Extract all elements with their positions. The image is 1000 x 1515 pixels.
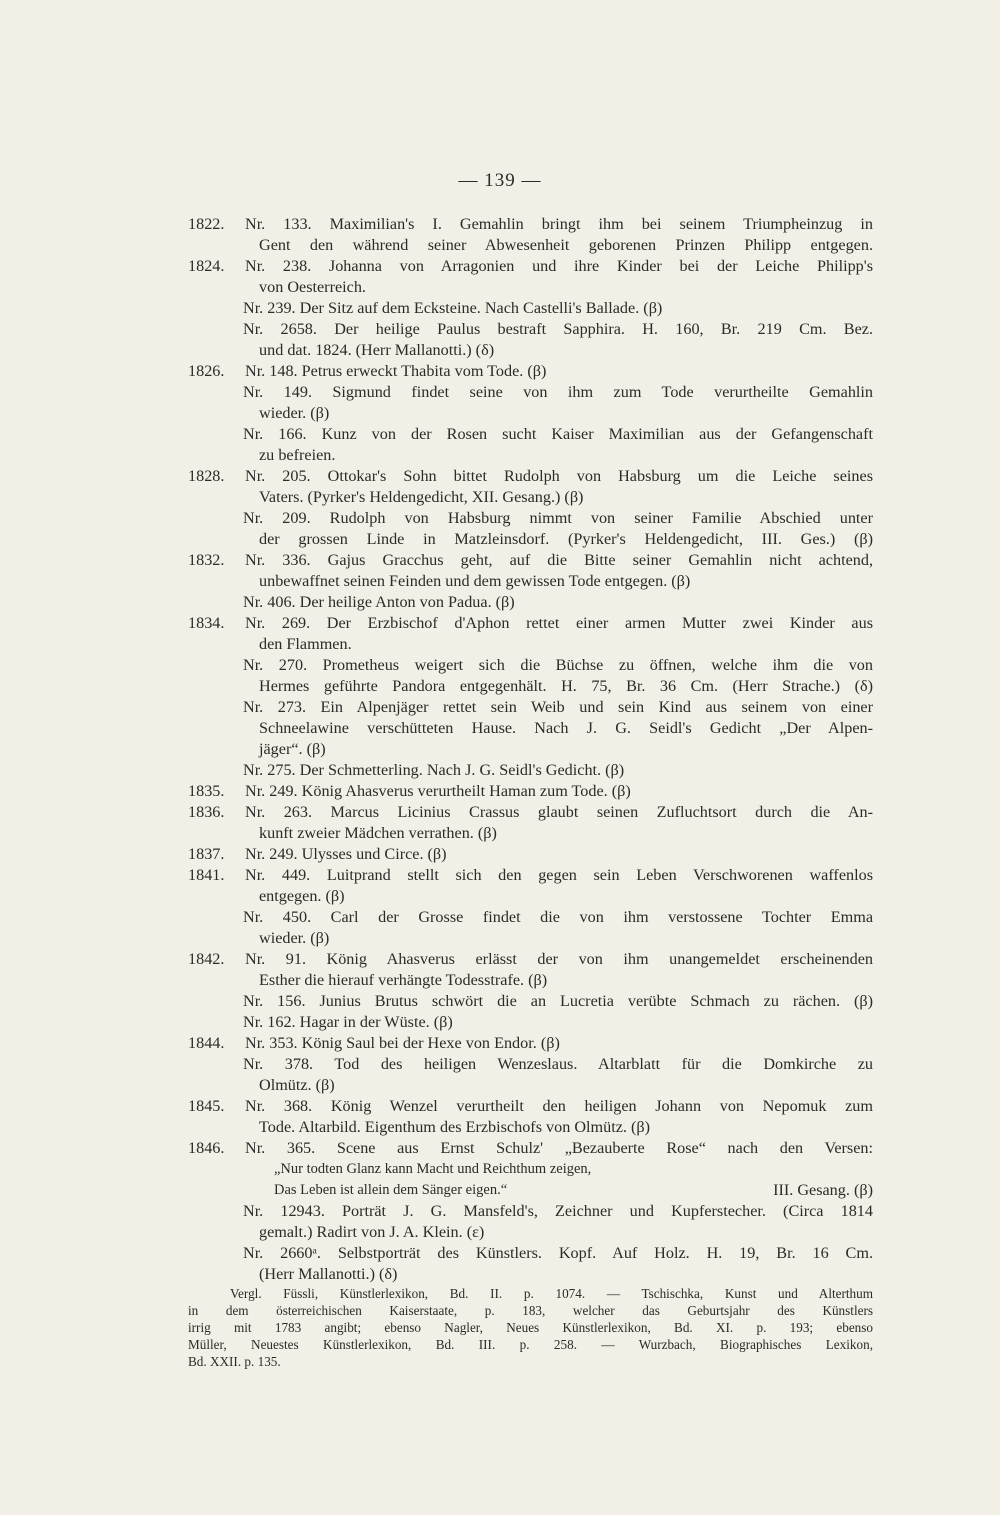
entry-line [188,1243,873,1264]
year-entry-line [188,1096,873,1117]
entry-text: wieder. (β) [259,929,330,947]
footnote-text: Müller, Neuestes Künstlerlexikon, Bd. III. p. 258. — Wurzbach, Biographisches Lexikon, [188,1337,873,1352]
entry-line [188,1054,873,1075]
entry-text: Nr. 205. Ottokar's Sohn bittet Rudolph von Habsburg um die Leiche seines [245,467,873,485]
entry-text: Nr. 336. Gajus Gracchus geht, auf die Bitte seiner Gemahlin nicht achtend, [245,551,873,569]
year-entry-line [188,949,873,970]
entry-line [188,277,873,298]
entry-line [188,529,873,550]
year-label: 1835. [188,782,225,800]
entry-text: (Herr Mallanotti.) (δ) [259,1265,398,1283]
year-label: 1846. [188,1139,225,1157]
entry-text: Nr. 149. Sigmund findet seine von ihm zum Tode verurtheilte Gemahlin [243,383,873,401]
entry-text: von Oesterreich. [259,278,366,296]
year-label: 1844. [188,1034,225,1052]
entry-line [188,1117,873,1138]
entry-line [188,1075,873,1096]
verse-quote: „Nur todten Glanz kann Macht und Reichthum zeigen, [274,1161,592,1177]
entry-text: den Flammen. [259,635,352,653]
entry-text: Nr. 2658. Der heilige Paulus bestraft Sapphira. H. 160, Br. 219 Cm. Bez. [243,320,873,338]
entry-line [188,424,873,445]
entry-text: unbewaffnet seinen Feinden und dem gewissen Tode entgegen. (β) [259,572,691,590]
entry-text: Nr. 368. König Wenzel verurtheilt den heiligen Johann von Nepomuk zum [245,1097,873,1115]
entry-line [188,655,873,676]
entry-text: Nr. 12943. Porträt J. G. Mansfeld's, Zeichner und Kupferstecher. (Circa 1814 [243,1202,873,1220]
year-entry-line [188,361,873,382]
footnote-line [188,1319,873,1336]
entry-text: Tode. Altarbild. Eigenthum des Erzbischofs von Olmütz. (β) [259,1118,651,1136]
entry-line [188,634,873,655]
entry-line [188,592,873,613]
entry-text: Esther die hierauf verhängte Todesstrafe. (β) [259,971,548,989]
footnote-line [188,1285,873,1302]
entry-text: Nr. 353. König Saul bei der Hexe von Endor. (β) [245,1034,560,1052]
year-label: 1837. [188,845,225,863]
year-label: 1836. [188,803,225,821]
entry-line [188,382,873,403]
entry-text: gemalt.) Radirt von J. A. Klein. (ε) [259,1223,485,1241]
footnote-line [188,1353,873,1370]
year-entry-line [188,613,873,634]
entry-text: Nr. 450. Carl der Grosse findet die von ihm verstossene Tochter Emma [243,908,873,926]
entry-line [188,991,873,1012]
year-entry-line [188,1033,873,1054]
entry-text: Nr. 133. Maximilian's I. Gemahlin bringt ihm bei seinem Triumpheinzug in [245,215,873,233]
entry-line [188,970,873,991]
footnote-text: irrig mit 1783 angibt; ebenso Nagler, Neues Künstlerlexikon, Bd. XI. p. 193; ebenso [188,1320,873,1335]
entry-line [188,697,873,718]
footnote-line [188,1336,873,1353]
year-entry-line [188,256,873,277]
year-label: 1822. [188,215,225,233]
verse-source: III. Gesang. (β) [773,1181,873,1199]
entry-text: Hermes geführte Pandora entgegenhält. H. 75, Br. 36 Cm. (Herr Strache.) (δ) [259,677,873,695]
entry-line [188,445,873,466]
entry-line [188,1012,873,1033]
entry-line [188,928,873,949]
footnote-text: Vergl. Füssli, Künstlerlexikon, Bd. II. p. 1074. — Tschischka, Kunst und Alterthum [230,1286,873,1301]
year-label: 1845. [188,1097,225,1115]
entry-text: Nr. 449. Luitprand stellt sich den gegen sein Leben Verschworenen waffenlos [245,866,873,884]
entry-text: Nr. 239. Der Sitz auf dem Ecksteine. Nach Castelli's Ballade. (β) [243,299,663,317]
footnote-text: in dem österreichischen Kaiserstaate, p. 183, welcher das Geburtsjahr des Künstlers [188,1303,873,1318]
year-label: 1834. [188,614,225,632]
entry-text: Olmütz. (β) [259,1076,335,1094]
year-entry-line [188,844,873,865]
entry-line [188,487,873,508]
entry-text: Nr. 270. Prometheus weigert sich die Büchse zu öffnen, welche ihm die von [243,656,873,674]
footnote-line [188,1302,873,1319]
entry-text: jäger“. (β) [259,740,326,758]
entry-text: Nr. 378. Tod des heiligen Wenzeslaus. Altarblatt für die Domkirche zu [243,1055,873,1073]
entry-line [188,718,873,739]
entry-text: Nr. 249. Ulysses und Circe. (β) [245,845,447,863]
entry-line [188,1159,873,1180]
entry-line [188,571,873,592]
entry-line [188,1180,873,1201]
entry-text: Nr. 91. König Ahasverus erlässt der von ihm unangemeldet erscheinenden [245,950,873,968]
entry-line [188,403,873,424]
entry-line [188,319,873,340]
entry-line [188,676,873,697]
entry-text: Nr. 156. Junius Brutus schwört die an Lucretia verübte Schmach zu rächen. (β) [243,992,873,1010]
entry-text: Nr. 2660ᵃ. Selbstporträt des Künstlers. Kopf. Auf Holz. H. 19, Br. 16 Cm. [243,1244,873,1262]
year-label: 1842. [188,950,225,968]
year-label: 1841. [188,866,225,884]
entry-text: der grossen Linde in Matzleinsdorf. (Pyrker's Heldengedicht, III. Ges.) (β) [259,530,873,548]
entry-line [188,235,873,256]
entry-line [188,739,873,760]
year-entry-line [188,550,873,571]
entry-text: zu befreien. [259,446,336,464]
entry-text: Nr. 269. Der Erzbischof d'Aphon rettet einer armen Mutter zwei Kinder aus [245,614,873,632]
year-entry-line [188,1138,873,1159]
entry-line [188,760,873,781]
entry-text: Vaters. (Pyrker's Heldengedicht, XII. Gesang.) (β) [259,488,584,506]
entry-text: Gent den während seiner Abwesenheit geborenen Prinzen Philipp entgegen. [259,236,873,254]
year-entry-line [188,466,873,487]
entry-line [188,340,873,361]
verse-quote: Das Leben ist allein dem Sänger eigen.“ [274,1182,508,1198]
entry-text: Nr. 273. Ein Alpenjäger rettet sein Weib und sein Kind aus seinem von einer [243,698,873,716]
entry-line [188,823,873,844]
entry-list [188,214,873,1370]
year-entry-line [188,865,873,886]
page-number: — 139 — [458,170,542,191]
entry-text: Nr. 263. Marcus Licinius Crassus glaubt seinen Zufluchtsort durch die An- [245,803,873,821]
entry-line [188,508,873,529]
year-entry-line [188,781,873,802]
year-entry-line [188,802,873,823]
entry-text: Nr. 166. Kunz von der Rosen sucht Kaiser Maximilian aus der Gefangenschaft [243,425,873,443]
entry-text: Nr. 406. Der heilige Anton von Padua. (β) [243,593,515,611]
entry-text: wieder. (β) [259,404,330,422]
entry-line [188,1222,873,1243]
entry-text: Nr. 148. Petrus erweckt Thabita vom Tode. (β) [245,362,547,380]
entry-text: Nr. 365. Scene aus Ernst Schulz' „Bezauberte Rose“ nach den Versen: [245,1139,873,1157]
year-label: 1824. [188,257,225,275]
entry-text: Schneelawine verschütteten Hause. Nach J. G. Seidl's Gedicht „Der Alpen- [259,719,873,737]
entry-text: entgegen. (β) [259,887,345,905]
entry-line [188,886,873,907]
entry-text: und dat. 1824. (Herr Mallanotti.) (δ) [259,341,495,359]
entry-line [188,1264,873,1285]
year-label: 1832. [188,551,225,569]
entry-line [188,298,873,319]
year-label: 1826. [188,362,225,380]
entry-line [188,1201,873,1222]
entry-text: Nr. 249. König Ahasverus verurtheilt Haman zum Tode. (β) [245,782,631,800]
entry-text: Nr. 162. Hagar in der Wüste. (β) [243,1013,453,1031]
year-entry-line [188,214,873,235]
entry-line [188,907,873,928]
entry-text: kunft zweier Mädchen verrathen. (β) [259,824,497,842]
entry-text: Nr. 275. Der Schmetterling. Nach J. G. Seidl's Gedicht. (β) [243,761,625,779]
entry-text: Nr. 209. Rudolph von Habsburg nimmt von seiner Familie Abschied unter [243,509,873,527]
entry-text: Nr. 238. Johanna von Arragonien und ihre Kinder bei der Leiche Philipp's [245,257,873,275]
footnote-text: Bd. XXII. p. 135. [188,1354,281,1369]
year-label: 1828. [188,467,225,485]
